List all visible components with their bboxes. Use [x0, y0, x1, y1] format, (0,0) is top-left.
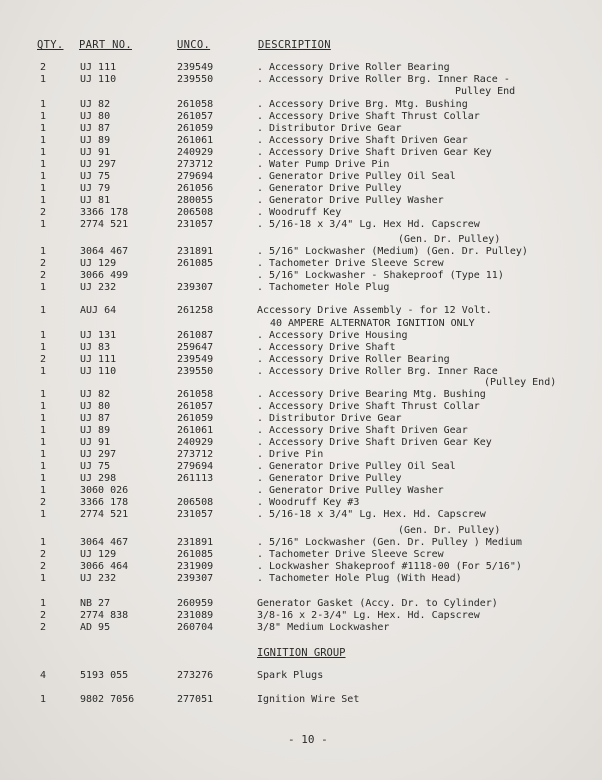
description-continuation: Pulley End — [455, 86, 516, 97]
quantity-cell: 1 — [40, 537, 47, 548]
part-number-cell: UJ 298 — [80, 473, 117, 484]
ignition-group-heading: IGNITION GROUP — [257, 647, 346, 659]
description-cell: . Accessory Drive Shaft Thrust Collar — [257, 111, 480, 122]
description-cell: 3/8-16 x 2-3/4" Lg. Hex. Hd. Capscrew — [257, 610, 480, 621]
unco-number-cell: 279694 — [177, 171, 214, 182]
unco-number-cell: 206508 — [177, 207, 214, 218]
unco-number-cell: 261057 — [177, 111, 214, 122]
unco-number-cell: 261056 — [177, 183, 214, 194]
part-number-cell: AUJ 64 — [80, 305, 117, 316]
description-continuation: (Pulley End) — [484, 377, 557, 388]
part-number-cell: UJ 82 — [80, 389, 111, 400]
description-cell: . Tachometer Hole Plug — [257, 282, 390, 293]
quantity-cell: 1 — [40, 449, 47, 460]
unco-number-cell: 260959 — [177, 598, 214, 609]
description-cell: . 5/16" Lockwasher (Medium) (Gen. Dr. Pulley) — [257, 246, 528, 257]
description-cell: . Generator Drive Pulley Oil Seal — [257, 461, 456, 472]
description-cell: . Distributor Drive Gear — [257, 123, 402, 134]
quantity-cell: 1 — [40, 425, 47, 436]
unco-column-header: UNCO. — [177, 39, 211, 51]
unco-number-cell: 239550 — [177, 366, 214, 377]
part-number-cell: UJ 75 — [80, 461, 111, 472]
part-number-cell: UJ 79 — [80, 183, 111, 194]
quantity-cell: 1 — [40, 147, 47, 158]
part-number-cell: 5193 055 — [80, 670, 129, 681]
description-cell: . Accessory Drive Bearing Mtg. Bushing — [257, 389, 486, 400]
part-number-cell: 9802 7056 — [80, 694, 135, 705]
description-cell: Generator Gasket (Accy. Dr. to Cylinder) — [257, 598, 498, 609]
quantity-cell: 2 — [40, 354, 47, 365]
quantity-cell: 1 — [40, 694, 47, 705]
quantity-cell: 1 — [40, 219, 47, 230]
description-cell: . 5/16-18 x 3/4" Lg. Hex Hd. Capscrew — [257, 219, 480, 230]
page-number: - 10 - — [288, 733, 328, 746]
description-cell: Spark Plugs — [257, 670, 324, 681]
part-number-cell: UJ 129 — [80, 258, 117, 269]
unco-number-cell: 259647 — [177, 342, 214, 353]
description-cell: . Woodruff Key #3 — [257, 497, 360, 508]
part-number-cell: UJ 82 — [80, 99, 111, 110]
quantity-cell: 1 — [40, 598, 47, 609]
description-cell: . Generator Drive Pulley Oil Seal — [257, 171, 456, 182]
quantity-cell: 2 — [40, 622, 47, 633]
quantity-cell: 1 — [40, 282, 47, 293]
part-number-cell: UJ 129 — [80, 549, 117, 560]
description-cell: 3/8" Medium Lockwasher — [257, 622, 390, 633]
part-number-cell: 2774 838 — [80, 610, 129, 621]
unco-number-cell: 261113 — [177, 473, 214, 484]
quantity-cell: 2 — [40, 610, 47, 621]
quantity-cell: 1 — [40, 413, 47, 424]
part-number-cell: UJ 89 — [80, 135, 111, 146]
part-number-cell: UJ 81 — [80, 195, 111, 206]
unco-number-cell: 261085 — [177, 258, 214, 269]
unco-number-cell: 261085 — [177, 549, 214, 560]
quantity-cell: 2 — [40, 62, 47, 73]
description-cell: . Accessory Drive Roller Brg. Inner Race - — [257, 74, 510, 85]
quantity-cell: 1 — [40, 330, 47, 341]
unco-number-cell: 239549 — [177, 62, 214, 73]
unco-number-cell: 261058 — [177, 99, 214, 110]
quantity-cell: 1 — [40, 461, 47, 472]
part-number-cell: UJ 131 — [80, 330, 117, 341]
quantity-cell: 2 — [40, 270, 47, 281]
description-cell: . Accessory Drive Shaft Driven Gear — [257, 425, 468, 436]
part-number-cell: UJ 75 — [80, 171, 111, 182]
unco-number-cell: 261087 — [177, 330, 214, 341]
description-cell: . Lockwasher Shakeproof #1118-00 (For 5/16") — [257, 561, 522, 572]
quantity-cell: 1 — [40, 183, 47, 194]
part-number-cell: UJ 297 — [80, 449, 117, 460]
unco-number-cell: 239549 — [177, 354, 214, 365]
part-number-cell: UJ 110 — [80, 366, 117, 377]
unco-number-cell: 279694 — [177, 461, 214, 472]
quantity-cell: 2 — [40, 549, 47, 560]
quantity-cell: 1 — [40, 342, 47, 353]
qty-column-header: QTY. — [37, 39, 64, 51]
unco-number-cell: 231891 — [177, 537, 214, 548]
description-cell: . Water Pump Drive Pin — [257, 159, 390, 170]
part-number-cell: UJ 80 — [80, 401, 111, 412]
part-number-cell: UJ 83 — [80, 342, 111, 353]
part-number-cell: 3066 464 — [80, 561, 129, 572]
quantity-cell: 1 — [40, 123, 47, 134]
quantity-cell: 1 — [40, 573, 47, 584]
quantity-cell: 1 — [40, 366, 47, 377]
description-cell: . 5/16" Lockwasher - Shakeproof (Type 11) — [257, 270, 504, 281]
description-column-header: DESCRIPTION — [258, 39, 331, 51]
unco-number-cell: 261059 — [177, 413, 214, 424]
description-cell: . Accessory Drive Roller Brg. Inner Race — [257, 366, 498, 377]
quantity-cell: 1 — [40, 473, 47, 484]
part-number-cell: UJ 232 — [80, 282, 117, 293]
quantity-cell: 1 — [40, 389, 47, 400]
part-number-cell: UJ 232 — [80, 573, 117, 584]
quantity-cell: 1 — [40, 74, 47, 85]
quantity-cell: 2 — [40, 561, 47, 572]
quantity-cell: 1 — [40, 195, 47, 206]
unco-number-cell: 273712 — [177, 159, 214, 170]
description-cell: . Accessory Drive Brg. Mtg. Bushing — [257, 99, 468, 110]
part-number-cell: UJ 87 — [80, 413, 111, 424]
description-cell: . Tachometer Drive Sleeve Screw — [257, 549, 444, 560]
quantity-cell: 1 — [40, 437, 47, 448]
unco-number-cell: 261059 — [177, 123, 214, 134]
part-no-column-header: PART NO. — [79, 39, 132, 51]
unco-number-cell: 280055 — [177, 195, 214, 206]
unco-number-cell: 260704 — [177, 622, 214, 633]
description-cell: . Woodruff Key — [257, 207, 342, 218]
description-cell: . Accessory Drive Housing — [257, 330, 408, 341]
unco-number-cell: 261061 — [177, 425, 214, 436]
unco-number-cell: 231089 — [177, 610, 214, 621]
unco-number-cell: 231891 — [177, 246, 214, 257]
quantity-cell: 1 — [40, 135, 47, 146]
quantity-cell: 1 — [40, 159, 47, 170]
part-number-cell: UJ 110 — [80, 74, 117, 85]
part-number-cell: 3366 178 — [80, 497, 129, 508]
part-number-cell: 3366 178 — [80, 207, 129, 218]
description-cell: . Accessory Drive Roller Bearing — [257, 354, 450, 365]
part-number-cell: UJ 91 — [80, 437, 111, 448]
description-cell: . Distributor Drive Gear — [257, 413, 402, 424]
unco-number-cell: 231909 — [177, 561, 214, 572]
description-continuation: (Gen. Dr. Pulley) — [398, 525, 501, 536]
part-number-cell: UJ 111 — [80, 62, 117, 73]
part-number-cell: AD 95 — [80, 622, 111, 633]
part-number-cell: NB 27 — [80, 598, 111, 609]
part-number-cell: UJ 297 — [80, 159, 117, 170]
description-cell: . Drive Pin — [257, 449, 324, 460]
part-number-cell: 3064 467 — [80, 537, 129, 548]
unco-number-cell: 273276 — [177, 670, 214, 681]
unco-number-cell: 239550 — [177, 74, 214, 85]
part-number-cell: 3066 499 — [80, 270, 129, 281]
quantity-cell: 2 — [40, 207, 47, 218]
unco-number-cell: 261258 — [177, 305, 214, 316]
unco-number-cell: 206508 — [177, 497, 214, 508]
part-number-cell: 2774 521 — [80, 219, 129, 230]
description-cell: Accessory Drive Assembly - for 12 Volt. — [257, 305, 492, 316]
quantity-cell: 1 — [40, 401, 47, 412]
part-number-cell: 2774 521 — [80, 509, 129, 520]
unco-number-cell: 277051 — [177, 694, 214, 705]
quantity-cell: 1 — [40, 171, 47, 182]
part-number-cell: UJ 91 — [80, 147, 111, 158]
part-number-cell: UJ 89 — [80, 425, 111, 436]
description-cell: . Tachometer Hole Plug (With Head) — [257, 573, 462, 584]
unco-number-cell: 273712 — [177, 449, 214, 460]
description-cell: Ignition Wire Set — [257, 694, 360, 705]
unco-number-cell: 239307 — [177, 282, 214, 293]
quantity-cell: 1 — [40, 509, 47, 520]
description-cell: . Accessory Drive Shaft Driven Gear Key — [257, 147, 492, 158]
quantity-cell: 2 — [40, 497, 47, 508]
description-cell: . Accessory Drive Shaft — [257, 342, 396, 353]
quantity-cell: 2 — [40, 258, 47, 269]
description-cell: . Generator Drive Pulley — [257, 183, 402, 194]
quantity-cell: 4 — [40, 670, 47, 681]
unco-number-cell: 261061 — [177, 135, 214, 146]
unco-number-cell: 231057 — [177, 219, 214, 230]
description-cell: . 5/16" Lockwasher (Gen. Dr. Pulley ) Medium — [257, 537, 522, 548]
part-number-cell: 3060 026 — [80, 485, 129, 496]
description-cell: . Generator Drive Pulley Washer — [257, 485, 444, 496]
quantity-cell: 1 — [40, 485, 47, 496]
unco-number-cell: 239307 — [177, 573, 214, 584]
quantity-cell: 1 — [40, 111, 47, 122]
description-continuation: (Gen. Dr. Pulley) — [398, 234, 501, 245]
description-cell: . Generator Drive Pulley — [257, 473, 402, 484]
part-number-cell: UJ 87 — [80, 123, 111, 134]
part-number-cell: 3064 467 — [80, 246, 129, 257]
description-cell: . Accessory Drive Roller Bearing — [257, 62, 450, 73]
unco-number-cell: 240929 — [177, 147, 214, 158]
description-cell: . Accessory Drive Shaft Driven Gear — [257, 135, 468, 146]
unco-number-cell: 261058 — [177, 389, 214, 400]
description-cell: . 5/16-18 x 3/4" Lg. Hex. Hd. Capscrew — [257, 509, 486, 520]
quantity-cell: 1 — [40, 99, 47, 110]
unco-number-cell: 240929 — [177, 437, 214, 448]
description-cell: . Accessory Drive Shaft Thrust Collar — [257, 401, 480, 412]
part-number-cell: UJ 80 — [80, 111, 111, 122]
description-cell: . Generator Drive Pulley Washer — [257, 195, 444, 206]
quantity-cell: 1 — [40, 305, 47, 316]
description-continuation: 40 AMPERE ALTERNATOR IGNITION ONLY — [270, 318, 475, 329]
part-number-cell: UJ 111 — [80, 354, 117, 365]
unco-number-cell: 231057 — [177, 509, 214, 520]
quantity-cell: 1 — [40, 246, 47, 257]
description-cell: . Accessory Drive Shaft Driven Gear Key — [257, 437, 492, 448]
description-cell: . Tachometer Drive Sleeve Screw — [257, 258, 444, 269]
unco-number-cell: 261057 — [177, 401, 214, 412]
